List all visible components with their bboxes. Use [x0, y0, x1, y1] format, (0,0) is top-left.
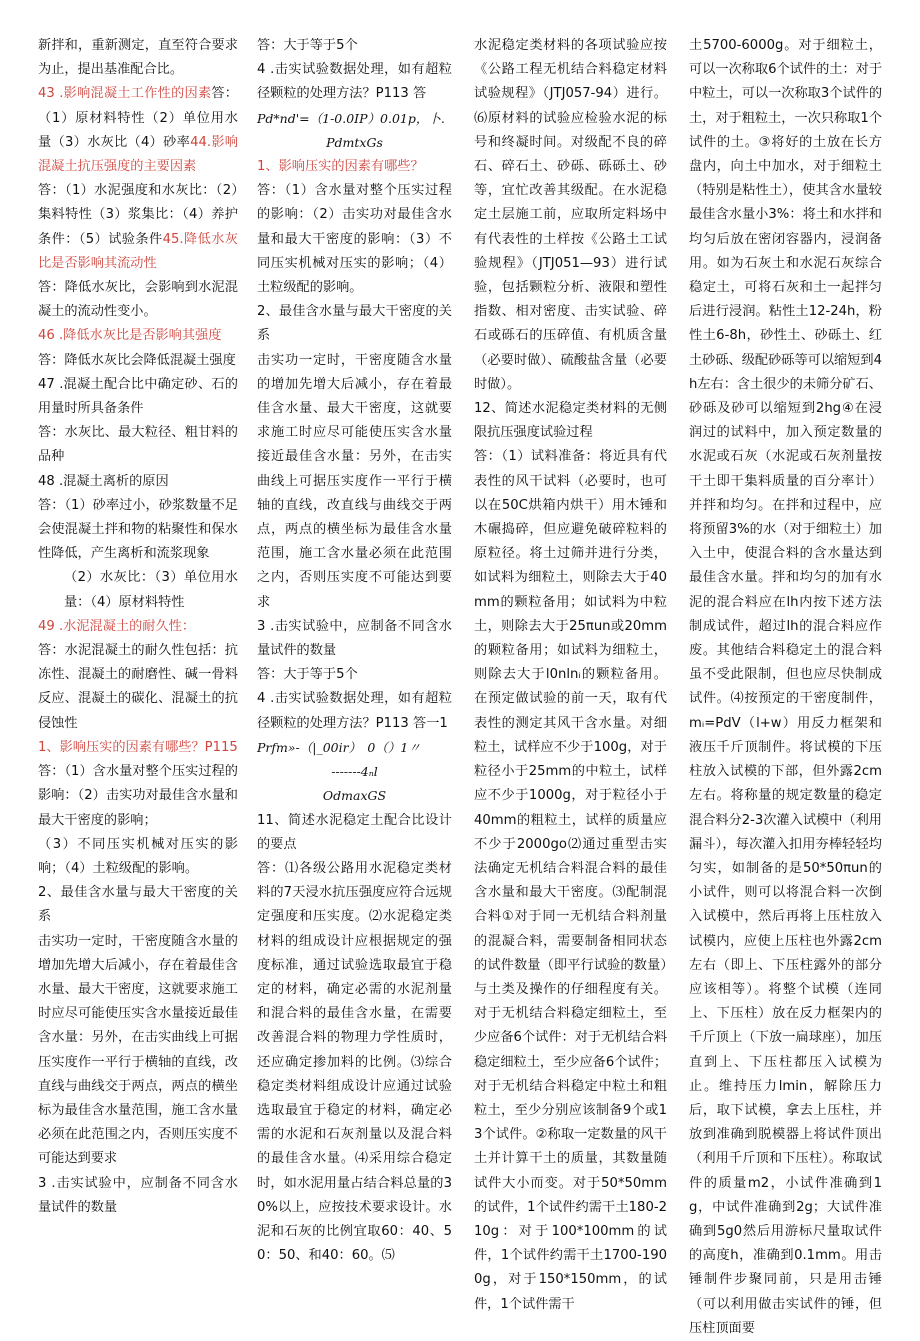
paragraph: 击实功一定时，干密度随含水量的增加先增大后减小，存在着最佳含水量、最大干密度，这就要求施工时应尽可能使压实含水量接近最佳含水量：另外，在击实曲线上可据压实度作一平行于横轴的直线，改直线与曲线交于两点，两点的横坐标为最佳含水量范围，施工含水量必须在此范围之内，否则压实度不可能达到要求 [38, 933, 238, 1167]
paragraph: 4 .击实试验数据处理，如有超粒径颗粒的处理方法？P113 答一1 [257, 691, 452, 731]
formula-line: OdmaxGS [322, 788, 387, 804]
paragraph: 答：水灰比、最大粒径、粗甘料的品种 [38, 425, 238, 465]
question-heading: 1、影响压实的因素有哪些？P115 [38, 739, 238, 755]
question-heading: 46 .降低水灰比是否影响其强度 [38, 328, 222, 344]
paragraph: 答：（1）砂率过小，砂浆数量不足会使混凝土拌和物的粘聚性和保水性降低，产生离析和流浆现象 [38, 497, 238, 562]
paragraph: 2、最佳含水量与最大干密度的关系 [257, 304, 452, 344]
paragraph: 2、最佳含水量与最大干密度的关系 [38, 885, 238, 925]
text-column-4 [689, 34, 882, 1341]
paragraph: 击实功一定时，干密度随含水量的增加先增大后减小，存在着最佳含水量、最大干密度，这就要求施工时应尽可能使压实含水量接近最佳含水量：另外，在击实曲线上可据压实度作一平行于横轴的直线，改直线与曲线交于两点，两点的横坐标为最佳含水量范围，施工含水量必须在此范围之内，否则压实度不可能达到要求 [257, 352, 452, 610]
paragraph: 答：⑴各级公路用水泥稳定类材料的7天浸水抗压强度应符合远规定强度和压实度。⑵水泥稳定类材料的组成设计应根据规定的强度标准，通过试验选取最宜于稳定的材料，确定必需的水泥剂量和混合料的最佳含水量，在需要改善混合料的物理力学性质时，还应确定掺加料的比例。⑶综合稳定类材料组成设计应通过试验选取最宜于稳定的材料，确定必需的水泥和石灰剂量以及混合料的最佳含水量。⑷采用综合稳定时，如水泥用量占结合料总量的30%以上，应按技术要求设计。水泥和石灰的比例宜取60：40、50：50、和40：60。⑸ [257, 860, 452, 1264]
paragraph: 答：（1）含水量对整个压实过程的影响：（2）击实功对最佳含水量和最大干密度的影响：（3）不同压实机械对压实的影响；（4）土粒级配的影响。 [257, 183, 452, 296]
text-column-2 [257, 34, 452, 1268]
paragraph: 新拌和，重新测定，直至符合要求为止，提出基准配合比。 [38, 38, 238, 78]
question-heading: 43 .影响混凝土工作性的因素 [38, 86, 212, 102]
formula-line: Pd*nd'=（1-0.0IP）0.01p，卜. [257, 110, 445, 126]
paragraph: 11、简述水泥稳定土配合比设计的要点 [257, 812, 452, 852]
question-heading: 44.影响混凝土抗压强度的主要因素 [38, 134, 238, 175]
paragraph: 答：水泥混凝土的耐久性包括：抗冻性、混凝土的耐磨性、碱一骨料反应、混凝土的碳化、混凝土的抗侵蚀性 [38, 643, 238, 731]
text-column-1 [38, 34, 238, 1220]
paragraph: （2）水灰比：（3）单位用水量：（4）原材料特性 [64, 570, 238, 610]
question-heading: 1、影响压实的因素有哪些？ [257, 159, 424, 175]
paragraph [38, 82, 238, 179]
paragraph: 答：降低水灰比，会影响到水泥混凝土的流动性变小。 [38, 280, 238, 320]
formula-line: Prfm»-（|_00ir） 0（）1〃 [257, 739, 421, 755]
paragraph: 答：（1）试料准备：将近具有代表性的风干试料（必要时，也可以在50C烘箱内烘干）用木锤和木碾捣碎，但应避免破碎粒料的原粒径。将土过筛并进行分类，如试料为细粒土，则除去大于40mm的颗粒备用；如试料为中粒土，则除去大于25πun或20mm的颗粒备用；如试料为细粒土，则除去大于l0nlnᵢ的颗粒备用。在预定做试验的前一天，取有代表性的测定其风干含水量。对细粒土，试样应不少于100g，对于粒径小于25mm的中粒土，试样应不少于1000g，对于粒径小于40mm的粗粒土，试样的质量应不少于2000go⑵通过重型击实法确定无机结合料混合料的最佳含水量和最大干密度。⑶配制混合料①对于同一无机结合料剂量的混凝合料，需要制备相同状态的试件数量（即平行试验的数量）与土类及操作的仔细程度有关。对于无机结合料稳定细粒土，至少应备6个试件：对于无机结合料稳定细粒土，至少应备6个试件；对于无机结合料稳定中粒土和粗粒土，至少分别应该制备9个或13个试件。②称取一定数量的风干土并计算干土的质量，其数量随试件大小而变。对于50*50mm的试件，1个试件约需干土180-210g：对于100*100mm的试件，1个试件约需干土1700-1900g，对于150*150mm，的试件，1个试件需干 [474, 449, 668, 1312]
formula-line: -------4ₙl [331, 764, 378, 780]
paragraph: 3 .击实试验中，应制备不同含水量试件的数量 [38, 1175, 238, 1215]
answer-text: 答：（1）原材料特性（2）单位用水量（3）水灰比（4）砂率 [38, 86, 238, 150]
text-column-3 [474, 34, 667, 1317]
paragraph: 水泥稳定类材料的各项试验应按《公路工程无机结合料稳定材料试验规程》（JTJ057-94）进行。⑹原材料的试验应检验水泥的标号和终凝时间。对级配不良的碎石、碎石土、砂砾、砾砾土、砂等，宜忙改善其级配。在水泥稳定土层施工前，应取所定料场中有代表性的土样按《公路土工试验规程》（JTJ051—93）进行试验，包括颗粒分析、液限和塑性指数、相对密度、击实试验、碎石或砾石的压碎值、有机质含量（必要时做）、硫酸盐含量（必要时做）。 [474, 38, 667, 392]
paragraph: 答：（1）含水量对整个压实过程的影响：（2）击实功对最佳含水量和最大干密度的影响； [38, 764, 238, 828]
paragraph: 4 .击实试验数据处理，如有超粒径颗粒的处理方法？P113 答 [257, 62, 452, 102]
paragraph: 3 .击实试验中，应制备不同含水量试件的数量 [257, 618, 452, 659]
paragraph: 土5700-6000g。对于细粒土，可以一次称取6个试件的土：对于中粒土，可以一次称取3个试件的土，对于粗粒土，一次只称取1个试件的土。③将好的土放在长方盘内，向土中加水，对于细粒土（特别是粘性土），使其含水量较最佳含水量小3%：将土和水拌和均匀后放在密闭容器内，浸润备用。如为石灰土和水泥石灰综合稳定土，可将石灰和土一起拌匀后进行浸润。粘性土12-24h，粉性土6-8h，砂性土、砂砾土、红土砂砾、级配砂砾等可以缩短到4h左右：含土很少的未筛分矿石、砂砾及砂可以缩短到2hg④在浸润过的试料中，加入预定数量的水泥或石灰（水泥或石灰剂量按干土即干集料质量的百分率计）并拌和均匀。在拌和过程中，应将预留3%的水（对于细粒土）加入土中，使混合料的含水量达到最佳含水量。拌和均匀的加有水泥的混合料应在lh内按下述方法制成试件，超过lh的混合料应作废。其他结合料稳定土的混合料虽不受此限制，但也应尽快制成试件。⑷按预定的干密度制件，mᵢ=PdV（l+w）用反力框架和液压千斤顶制件。将试模的下压柱放入试模的下部，但外露2cm左右。将称量的规定数量的稳定混合料分2-3次灌入试模中（利用漏斗），每次灌入扣用夯棒轻轻均匀实，如制备的是50*50πun的小试件，则可以将混合料一次倒入试模中，然后再将上压柱放入试模内，应使上压柱也外露2cm左右（即上、下压柱露外的部分应该相等）。将整个试模（连同上、下压柱）放在反力框架内的千斤顶上（下放一扁球座），加压直到上、下压柱都压入试模为止。维持压力lmin，解除压力后，取下试模，拿去上压柱，并放到准确到脱模器上将试件顶出（利用千斤顶和下压柱）。称取试件的质量m2，小试件准确到1g，中试件准确到2g；大试件准确到5g0然后用游标尺量取试件的高度h，准确到0.1mm。用击锤制件步聚同前，只是用击锤（可以利用做击实试件的锤，但压柱顶面要 [689, 38, 883, 1336]
paragraph [38, 179, 238, 276]
paragraph: 答：大于等于5个 [257, 667, 358, 683]
formula-line: PdmtxGs [326, 134, 383, 150]
paragraph: 48 .混凝土离析的原因 [38, 473, 169, 489]
paragraph: 答：大于等于5个 [257, 38, 358, 53]
paragraph: 12、简述水泥稳定类材料的无侧限抗压强度试验过程 [474, 401, 667, 441]
question-heading: 49 .水泥混凝土的耐久性： [38, 618, 196, 634]
paragraph: （3）不同压实机械对压实的影响；（4）土粒级配的影响。 [38, 836, 238, 876]
answer-text: 答：（1）水泥强度和水灰比：（2）集料特性（3）浆集比：（4）养护条件：（5）试验条件 [38, 183, 238, 247]
question-heading: 45.降低水灰比是否影响其流动性 [38, 231, 238, 271]
paragraph: 答：降低水灰比会降低混凝土强度 [38, 352, 236, 368]
paragraph: 47 .混凝土配合比中确定砂、石的用量时所具备条件 [38, 376, 238, 417]
